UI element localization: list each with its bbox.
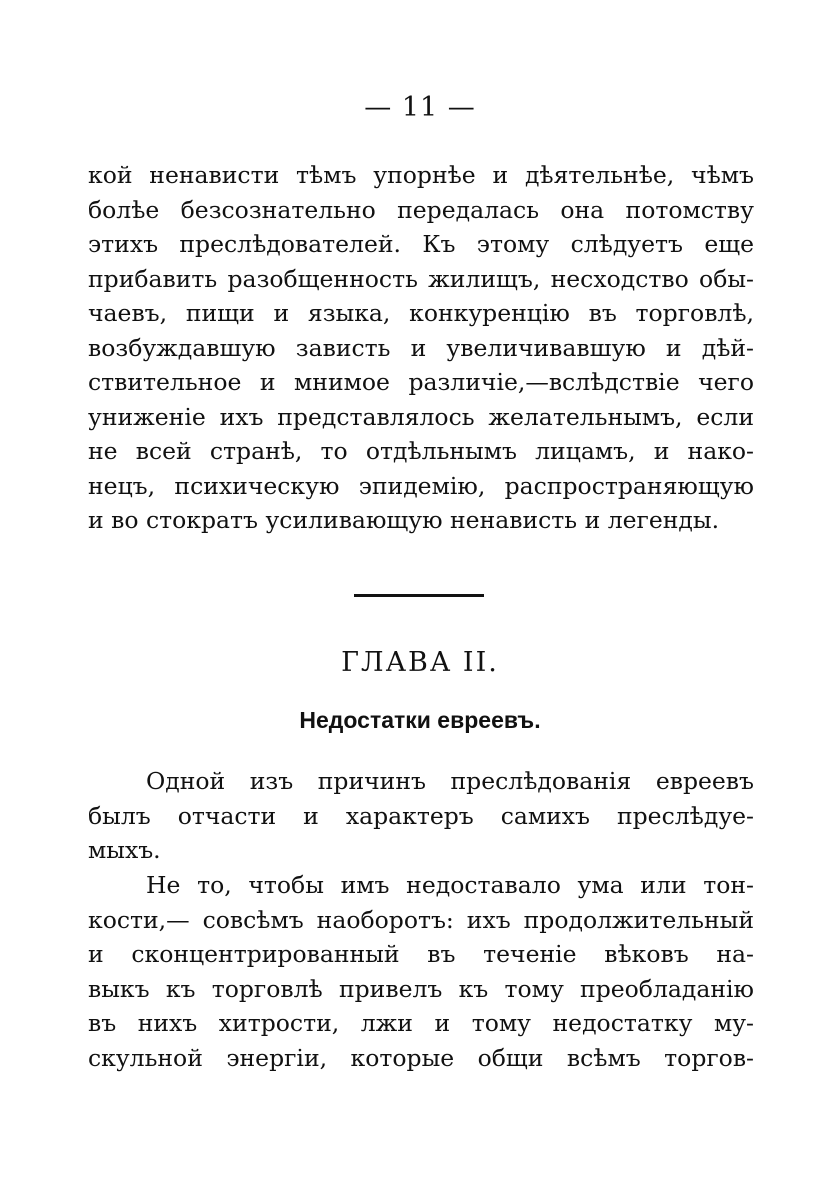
text-line: былъ отчасти и характеръ самихъ преслѣдуе- <box>88 801 754 830</box>
text-line: чаевъ, пищи и языка, конкуренцію въ торговлѣ, <box>88 299 754 327</box>
paragraph-continued <box>88 158 754 538</box>
text-line: выкъ къ торговлѣ привелъ къ тому преобладанію <box>88 974 754 1003</box>
text-line: ствительное и мнимое различіе,—вслѣдствіе чего <box>88 368 754 396</box>
text-line: нецъ, психическую эпидемію, распространяющую <box>88 471 754 500</box>
text-line: прибавить разобщенность жилищъ, несходство обы- <box>88 264 754 293</box>
chapter-subtitle: Недостатки евреевъ. <box>299 707 541 733</box>
chapter-heading: ГЛАВА II. <box>341 647 499 678</box>
text-line: этихъ преслѣдователей. Къ этому слѣдуетъ еще <box>88 230 754 258</box>
text-line: кой ненависти тѣмъ упорнѣе и дѣятельнѣе, чѣмъ <box>88 161 754 189</box>
paragraph <box>88 764 754 868</box>
text-line: не всей странѣ, то отдѣльнымъ лицамъ, и нако- <box>88 437 754 465</box>
text-line: кости,— совсѣмъ наоборотъ: ихъ продолжительный <box>88 905 754 934</box>
text-line: Одной изъ причинъ преслѣдованія евреевъ <box>146 767 754 795</box>
text-line: Не то, чтобы имъ недоставало ума или тон- <box>146 871 754 899</box>
paragraph <box>88 868 754 1075</box>
text-line: и во стократъ усиливающую ненависть и легенды. <box>88 506 720 534</box>
text-line: возбуждавшую зависть и увеличивавшую и дѣй- <box>88 333 754 362</box>
text-line: мыхъ. <box>88 836 161 864</box>
text-line: болѣе безсознательно передалась она потомству <box>88 195 754 224</box>
text-line: униженіе ихъ представлялось желательнымъ, если <box>88 402 754 431</box>
text-line: и сконцентрированный въ теченіе вѣковъ на- <box>88 940 754 968</box>
section-divider <box>354 594 484 597</box>
text-line: скульной энергіи, которые общи всѣмъ торгов- <box>88 1043 754 1072</box>
text-line: въ нихъ хитрости, лжи и тому недостатку му- <box>88 1009 754 1037</box>
page-number: — 11 — <box>364 92 476 123</box>
